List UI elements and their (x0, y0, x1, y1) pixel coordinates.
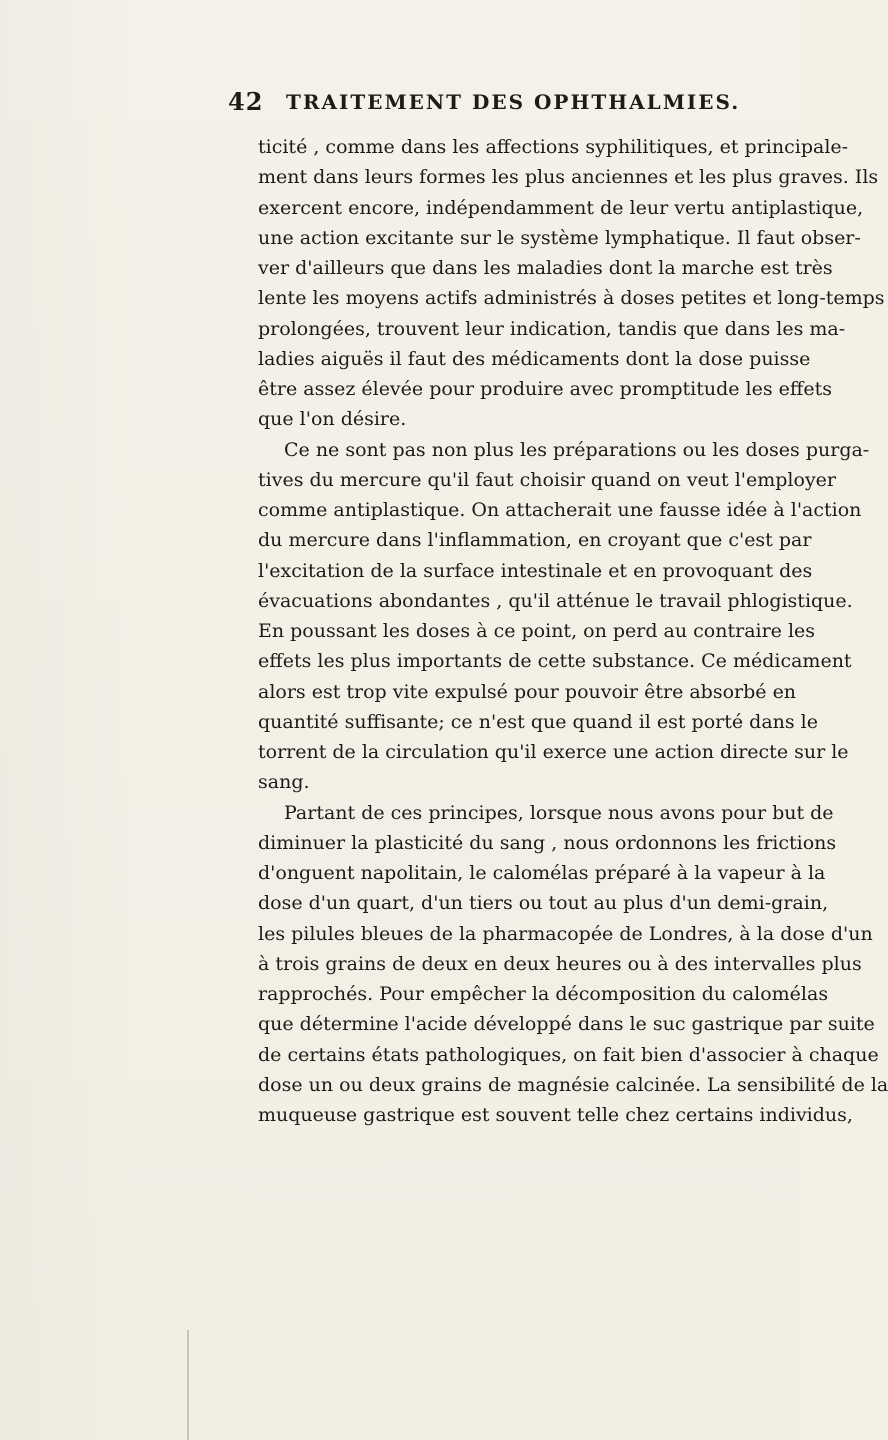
text-line: du mercure dans l'inflammation, en croyant que c'est par (258, 529, 812, 552)
page-title: TRAITEMENT DES OPHTHALMIES. (286, 90, 741, 114)
text-line: ladies aiguës il faut des médicaments dont la dose puisse (258, 347, 811, 370)
text-line: de certains états pathologiques, on fait bien d'associer à chaque (258, 1043, 879, 1066)
text-line: dose d'un quart, d'un tiers ou tout au plus d'un demi-grain, (258, 892, 829, 915)
text-line: lente les moyens actifs administrés à doses petites et long-temps (258, 287, 885, 310)
text-line: dose un ou deux grains de magnésie calcinée. La sensibilité de la (258, 1073, 888, 1096)
text-line: muqueuse gastrique est souvent telle chez certains individus, (258, 1104, 853, 1126)
text-line: d'onguent napolitain, le calomélas préparé à la vapeur à la (258, 862, 826, 884)
text-line: effets les plus importants de cette substance. Ce médicament (258, 650, 852, 673)
text-line: l'excitation de la surface intestinale et en provoquant des (258, 559, 813, 582)
text-line: diminuer la plasticité du sang , nous ordonnons les frictions (258, 831, 837, 854)
text-line: comme antiplastique. On attacherait une fausse idée à l'action (258, 499, 862, 521)
text-line: à trois grains de deux en deux heures ou à des intervalles plus (258, 952, 862, 975)
text-line: une action excitante sur le système lymphatique. Il faut obser- (258, 226, 861, 249)
text-line: ment dans leurs formes les plus anciennes et les plus graves. Ils (258, 166, 879, 189)
text-line: ver d'ailleurs que dans les maladies dont la marche est très (258, 257, 833, 279)
text-line: tives du mercure qu'il faut choisir quand on veut l'employer (258, 468, 837, 491)
text-line: Partant de ces principes, lorsque nous avons pour but de (284, 801, 834, 824)
text-line: rapprochés. Pour empêcher la décomposition du calomélas (258, 983, 829, 1005)
scan-artifact-line (187, 1330, 189, 1440)
text-line: les pilules bleues de la pharmacopée de Londres, à la dose d'un (258, 922, 873, 945)
text-line: quantité suffisante; ce n'est que quand il est porté dans le (258, 710, 818, 733)
text-line: ticité , comme dans les affections syphilitiques, et principale- (258, 136, 849, 158)
text-line: torrent de la circulation qu'il exerce une action directe sur le (258, 741, 849, 763)
text-line: prolongées, trouvent leur indication, tandis que dans les ma- (258, 317, 846, 340)
page-gutter-shadow (0, 0, 140, 1440)
text-line: En poussant les doses à ce point, on perd au contraire les (258, 620, 816, 642)
text-line: alors est trop vite expulsé pour pouvoir être absorbé en (258, 680, 797, 703)
body-text (258, 132, 888, 1130)
text-line: être assez élevée pour produire avec promptitude les effets (258, 378, 833, 400)
text-line: Ce ne sont pas non plus les préparations ou les doses purga- (284, 438, 870, 461)
page-number: 42 (228, 87, 264, 116)
text-line: que détermine l'acide développé dans le suc gastrique par suite (258, 1013, 875, 1036)
text-line: exercent encore, indépendamment de leur vertu antiplastique, (258, 196, 864, 219)
text-line: que l'on désire. (258, 408, 407, 431)
text-line: évacuations abondantes , qu'il atténue le travail phlogistique. (258, 589, 853, 612)
text-line: sang. (258, 771, 310, 794)
running-head (228, 87, 741, 116)
